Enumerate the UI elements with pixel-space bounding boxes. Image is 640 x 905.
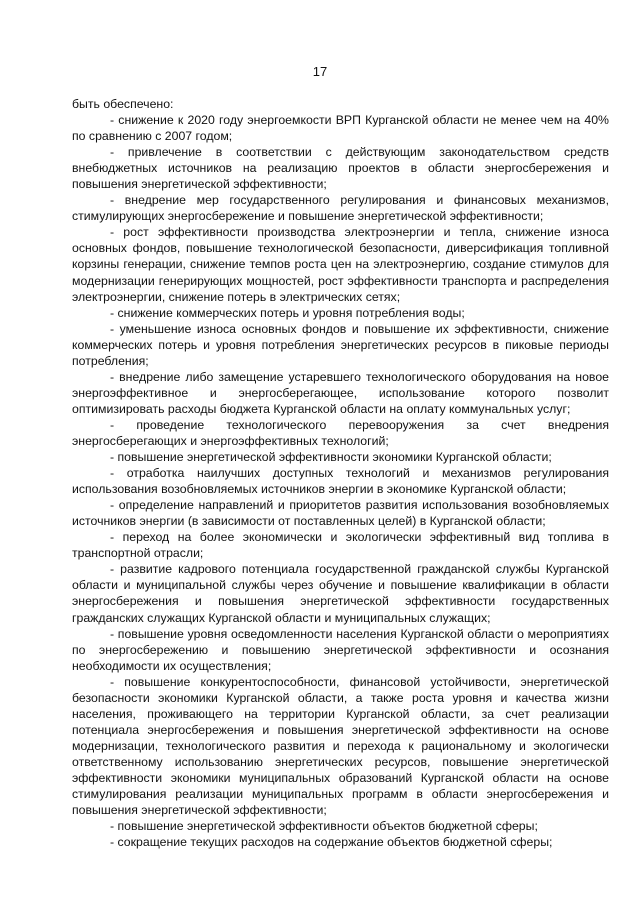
list-item: - снижение к 2020 году энергоемкости ВРП Курганской области не менее чем на 40% по сравнению с 2007 годом; [72,113,609,144]
list-item: - уменьшение износа основных фондов и повышение их эффективности, снижение коммерческих потерь и уровня потребления энергетических ресурсов в пиковые периоды потребления; [72,321,609,368]
list-item: - внедрение мер государственного регулирования и финансовых механизмов, стимулирующих энергосбережение и повышение энергетической эффективности; [72,193,609,224]
list-item: - переход на более экономически и экологически эффективный вид топлива в транспортной отрасли; [72,530,609,561]
list-item: - проведение технологического перевооружения за счет внедрения энергосберегающих и энергоэффективных технологий; [72,417,609,448]
document-body [72,96,609,850]
list-item: - привлечение в соответствии с действующим законодательством средств внебюджетных источников на реализацию проектов в области энергосбережения и повышения энергетической эффективности; [72,145,609,192]
list-item: - повышение энергетической эффективности объектов бюджетной сферы; [110,819,538,834]
list-item: - определение направлений и приоритетов развития использования возобновляемых источников энергии (в зависимости от поставленных целей) в Курганской области; [72,498,609,529]
list-item: - рост эффективности производства электроэнергии и тепла, снижение износа основных фондов, повышение технологической безопасности, диверсификация топливной корзины генерации, снижение темпов роста цен на электроэнергию, создание стимулов для модернизации генерирующих мощностей, рост эффективности транспорта и распределения электроэнергии, снижение потерь в электрических сетях; [72,225,609,304]
list-item: - отработка наилучших доступных технологий и механизмов регулирования использования возобновляемых источников энергии в экономике Курганской области; [72,466,609,497]
list-item: - повышение уровня осведомленности населения Курганской области о мероприятиях по энергосбережению и повышению энергетической эффективности и осознания необходимости их осуществления; [72,626,609,673]
list-item: - сокращение текущих расходов на содержание объектов бюджетной сферы; [110,835,553,850]
list-item: - снижение коммерческих потерь и уровня потребления воды; [110,305,465,320]
list-item: - повышение конкурентоспособности, финансовой устойчивости, энергетической безопасности экономики Курганской области, а также роста уровня и качества жизни населения, проживающего на территории Курганской области, за счет реализации потенциала энергосбережения и повышения энергетической эффективности на основе модернизации, технологического развития и перехода к рациональному и экологически ответственному использованию энергетических ресурсов, повышение энергетической эффективности экономики муниципальных образований Курганской области на основе стимулирования реализации муниципальных программ в области энергосбережения и повышения энергетической эффективности; [72,674,609,818]
list-item: - развитие кадрового потенциала государственной гражданской службы Курганской области и муниципальной службы через обучение и повышение квалификации в области энергосбережения и повышения энергетической эффективности государственных гражданских служащих Курганской области и муниципальных служащих; [72,562,609,625]
list-item: - внедрение либо замещение устаревшего технологического оборудования на новое энергоэффективное и энергосберегающее, использование которого позволит оптимизировать расходы бюджета Курганской области на оплату коммунальных услуг; [72,369,609,416]
intro-line: быть обеспечено: [72,97,174,111]
list-item: - повышение энергетической эффективности экономики Курганской области; [110,450,552,465]
page-number: 17 [312,64,328,79]
